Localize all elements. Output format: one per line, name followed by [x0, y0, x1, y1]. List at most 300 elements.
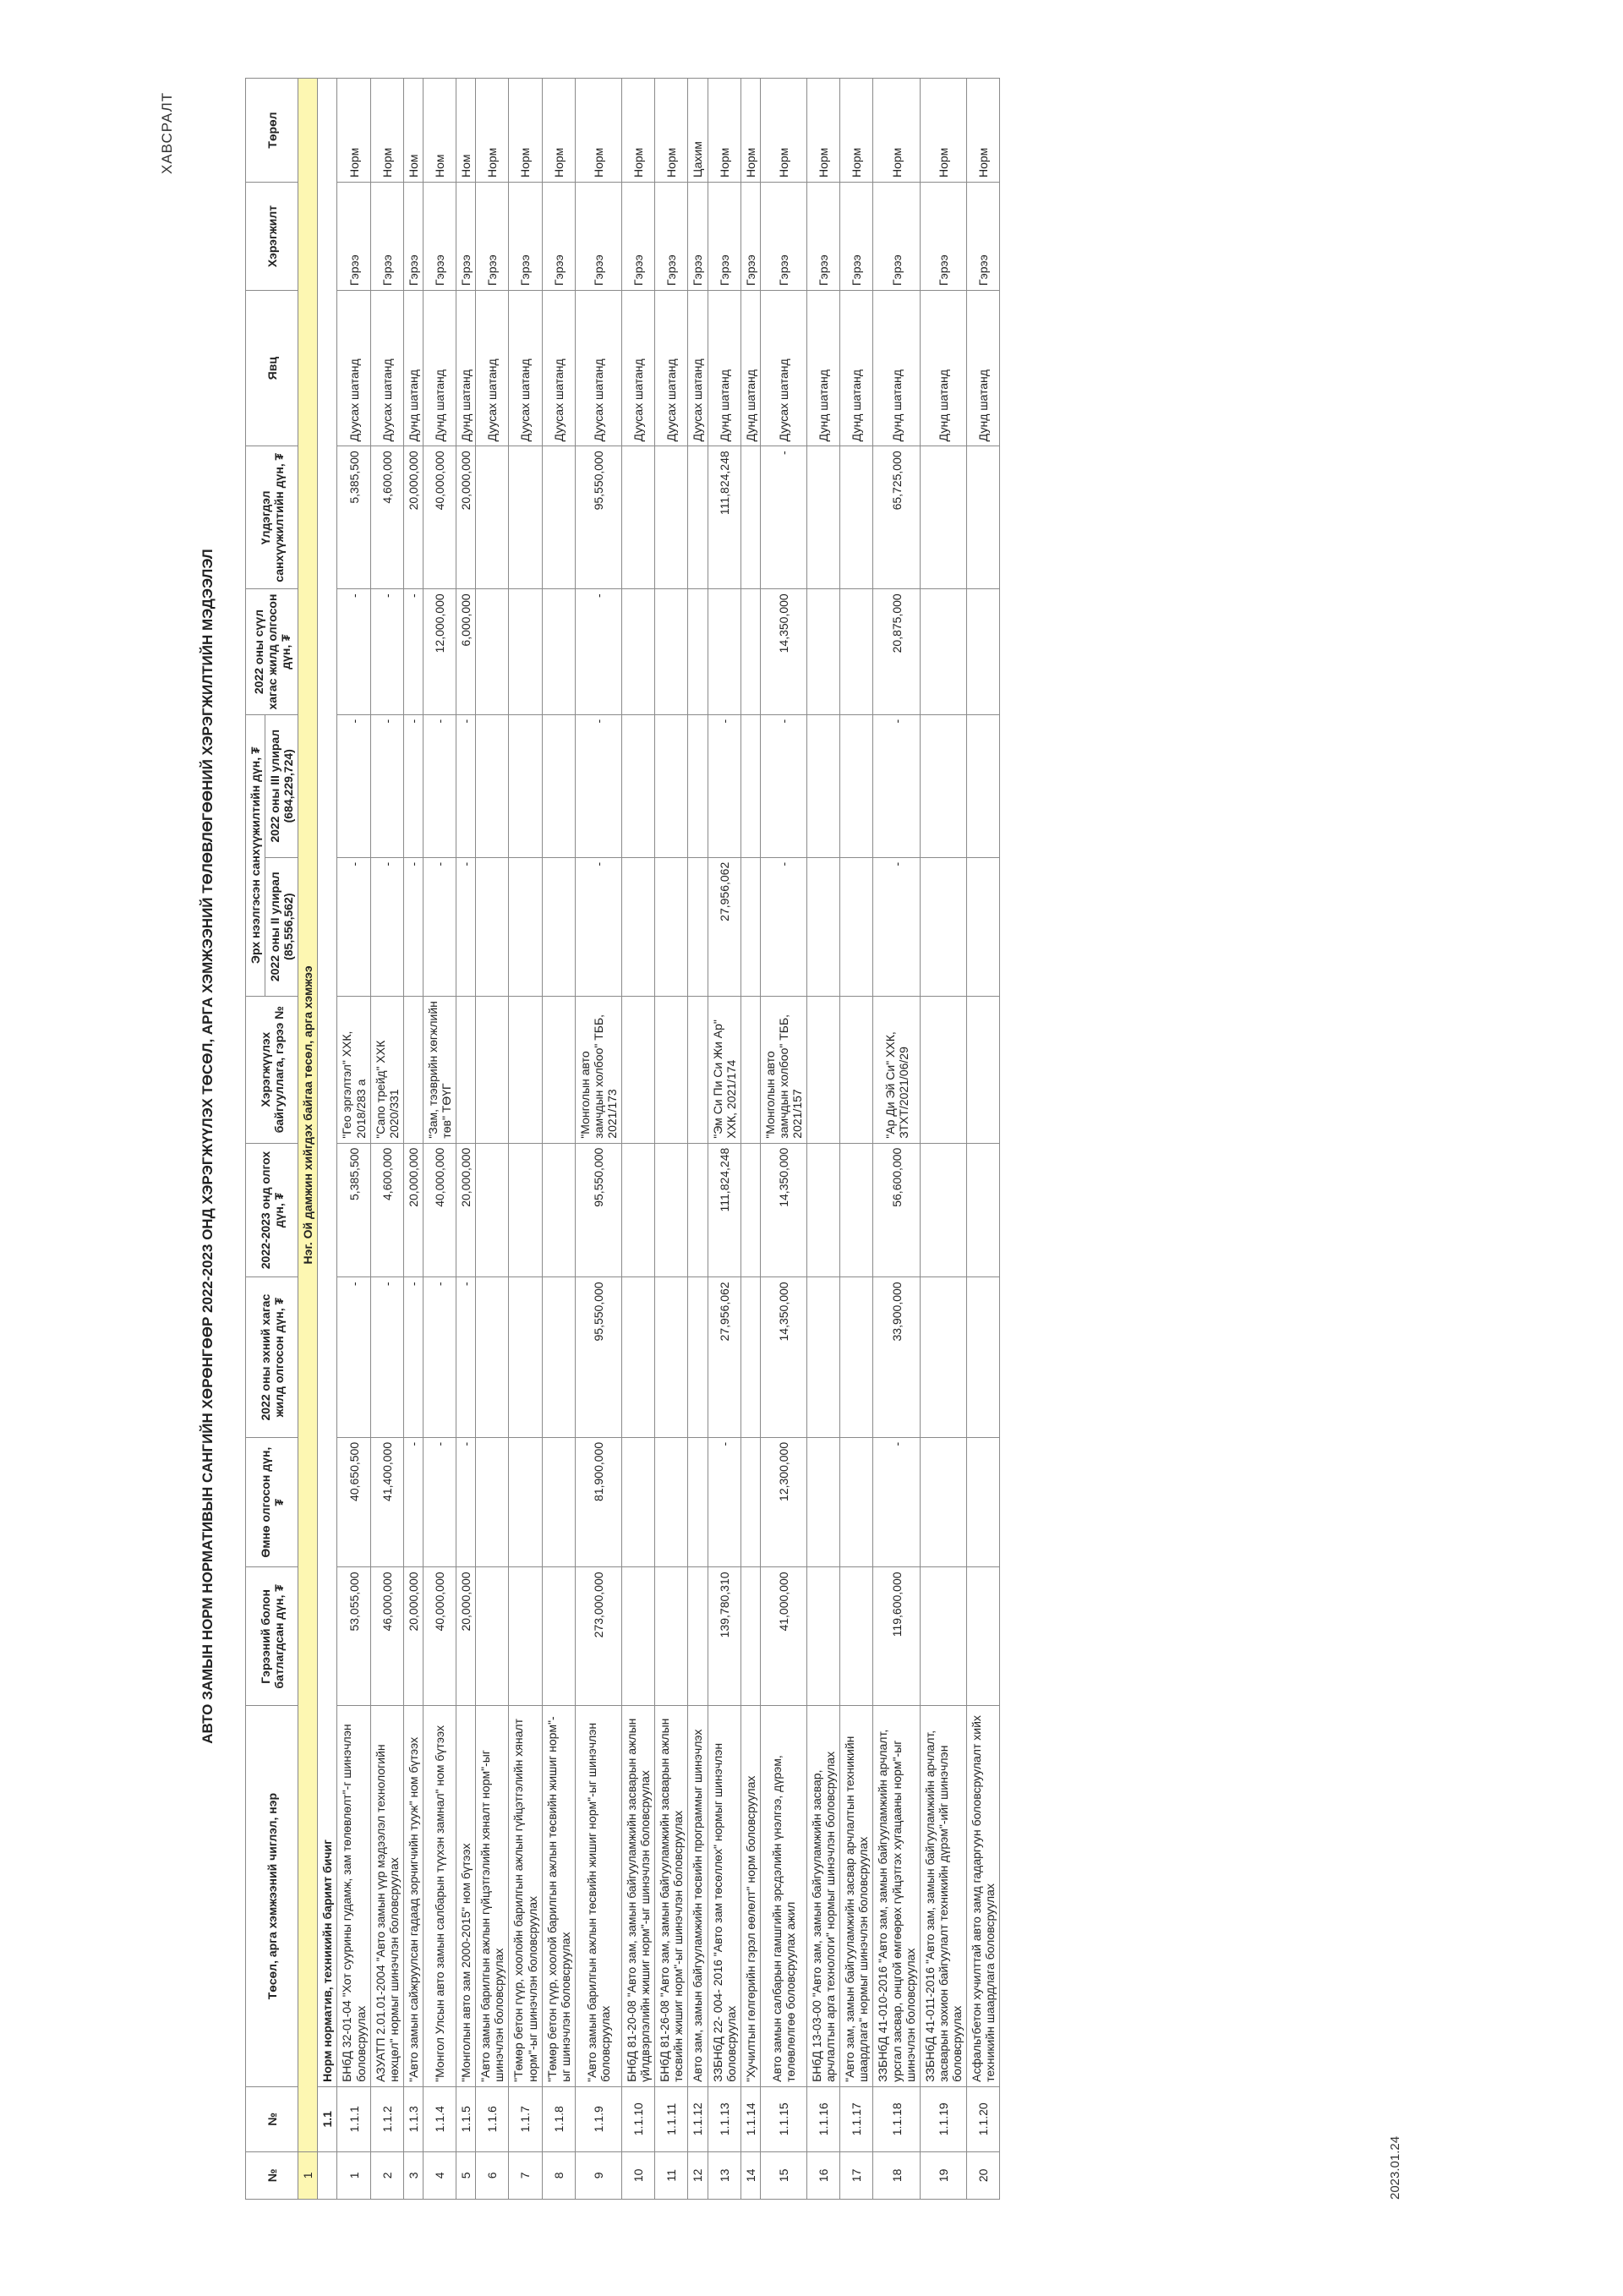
row-implementation: Гэрээ	[575, 183, 621, 291]
row-stage: Дунд шатанд	[920, 291, 966, 446]
row-amount-2022-2023: 40,000,000	[423, 1143, 456, 1277]
row-name: БНбД 32-01-04 "Хот суурины гудамж, зам төлөвлөлт"-г шинэчлэн боловсруулах	[337, 1706, 370, 2087]
row-name: Асфальтбетон хучилттай авто замд гадаргуун боловсруулалт хийх техникийн шаардлага боловсруулах	[967, 1706, 1000, 2087]
row-q3-2022	[807, 714, 840, 857]
row-implementation: Гэрээ	[403, 183, 423, 291]
row-stage: Дуусах шатанд	[575, 291, 621, 446]
table-row	[688, 79, 708, 2200]
col-no: №	[246, 2151, 298, 2199]
row-previous-paid: -	[873, 1437, 920, 1567]
row-implementation: Гэрээ	[655, 183, 688, 291]
row-q2-2022	[509, 857, 542, 996]
table-row	[740, 79, 760, 2200]
row-implementation: Гэрээ	[476, 183, 509, 291]
row-implementation: Гэрээ	[760, 183, 806, 291]
col-financing-group: Эрх нээлгэсэн санхүүжилтийн дүн, ₮	[246, 714, 265, 996]
row-paid-2022-h2: -	[370, 589, 403, 714]
attachment-label: ХАВСРАЛТ	[159, 91, 175, 174]
col-contract-amount: Гэрээний болон батлагдсан дүн, ₮	[246, 1567, 298, 1706]
row-no: 19	[920, 2151, 966, 2199]
row-q2-2022	[622, 857, 655, 996]
row-code: 1.1.1	[337, 2086, 370, 2151]
row-contract-amount: 119,600,000	[873, 1567, 920, 1706]
row-q2-2022	[740, 857, 760, 996]
row-previous-paid: 12,300,000	[760, 1437, 806, 1567]
row-stage: Дунд шатанд	[967, 291, 1000, 446]
row-contractor	[655, 996, 688, 1143]
row-q2-2022: -	[456, 857, 476, 996]
row-amount-2022-2023: 111,824,248	[708, 1143, 740, 1277]
row-stage: Дунд шатанд	[807, 291, 840, 446]
row-q3-2022: -	[456, 714, 476, 857]
row-stage: Дунд шатанд	[873, 291, 920, 446]
row-type: Норм	[873, 79, 920, 183]
row-q2-2022	[840, 857, 873, 996]
table-row	[423, 79, 456, 2200]
row-paid-2022: 14,350,000	[760, 1277, 806, 1437]
row-stage: Дуусах шатанд	[337, 291, 370, 446]
table-row	[708, 79, 740, 2200]
row-contractor	[688, 996, 708, 1143]
row-code: 1.1.18	[873, 2086, 920, 2151]
col-implementation: Хэрэгжилт	[246, 183, 298, 291]
row-stage: Дунд шатанд	[740, 291, 760, 446]
row-name: ЗЗБНбД 41-011-2016 "Авто зам, замын байгууламжийн арчлалт, засварын зохион байгуулалт техникийн дүрэм"-ийг шинэчлэн боловсруулах	[920, 1706, 966, 2087]
row-paid-2022	[622, 1277, 655, 1437]
row-q2-2022	[920, 857, 966, 996]
row-implementation: Гэрээ	[370, 183, 403, 291]
row-paid-2022-h2	[708, 589, 740, 714]
row-previous-paid: 41,400,000	[370, 1437, 403, 1567]
col-name: Төсөл, арга хэмжээний чиглэл, нэр	[246, 1706, 298, 2087]
row-remaining: 95,550,000	[575, 446, 621, 589]
row-paid-2022: -	[370, 1277, 403, 1437]
row-previous-paid	[655, 1437, 688, 1567]
table-row	[920, 79, 966, 2200]
row-paid-2022-h2: 20,875,000	[873, 589, 920, 714]
row-contract-amount: 53,055,000	[337, 1567, 370, 1706]
row-name: БНбД 81-20-08 "Авто зам, замын байгууламжийн засварын ажлын үйлдвэрлэлийн жишиг норм"-ыг шинэчлэн боловсруулах	[622, 1706, 655, 2087]
row-no: 3	[403, 2151, 423, 2199]
row-no: 8	[542, 2151, 575, 2199]
row-amount-2022-2023: 14,350,000	[760, 1143, 806, 1277]
row-contract-amount: 40,000,000	[423, 1567, 456, 1706]
row-no: 4	[423, 2151, 456, 2199]
row-stage: Дуусах шатанд	[476, 291, 509, 446]
table-row	[476, 79, 509, 2200]
row-previous-paid	[740, 1437, 760, 1567]
row-q3-2022: -	[708, 714, 740, 857]
row-remaining: 5,385,500	[337, 446, 370, 589]
row-contract-amount: 20,000,000	[456, 1567, 476, 1706]
row-paid-2022	[542, 1277, 575, 1437]
row-implementation: Гэрээ	[456, 183, 476, 291]
row-code: 1.1.13	[708, 2086, 740, 2151]
row-type: Норм	[370, 79, 403, 183]
col-contractor: Хэрэгжүүлэх байгууллага, гэрээ №	[246, 996, 298, 1143]
row-paid-2022-h2	[655, 589, 688, 714]
row-remaining: 40,000,000	[423, 446, 456, 589]
header-row-1	[246, 79, 265, 2200]
row-contractor	[476, 996, 509, 1143]
row-code: 1.1.2	[370, 2086, 403, 2151]
row-name: ЗЗБНбД 22- 004- 2016 "Авто зам төсөллөх" нормыг шинэчлэн боловсруулах	[708, 1706, 740, 2087]
row-q3-2022: -	[575, 714, 621, 857]
implementation-table	[245, 78, 1000, 2200]
row-remaining	[807, 446, 840, 589]
row-paid-2022	[509, 1277, 542, 1437]
row-amount-2022-2023	[542, 1143, 575, 1277]
col-code: №	[246, 2086, 298, 2151]
row-q3-2022	[542, 714, 575, 857]
row-code: 1.1.20	[967, 2086, 1000, 2151]
row-amount-2022-2023	[476, 1143, 509, 1277]
row-previous-paid	[542, 1437, 575, 1567]
subsection-spacer	[318, 2151, 337, 2199]
row-name: "Төмөр бетон гүүр, хоолойн барилгын ажлын гүйцэтгэлийн хяналт норм"-ыг шинэчлэн боловсруулах	[509, 1706, 542, 2087]
row-code: 1.1.6	[476, 2086, 509, 2151]
row-contractor	[456, 996, 476, 1143]
row-contractor: "Ар Ди Эй Си" ХХК, ЗТХТ/2021/06/29	[873, 996, 920, 1143]
row-remaining	[740, 446, 760, 589]
row-no: 12	[688, 2151, 708, 2199]
row-code: 1.1.7	[509, 2086, 542, 2151]
row-previous-paid	[622, 1437, 655, 1567]
row-q2-2022	[476, 857, 509, 996]
row-paid-2022	[688, 1277, 708, 1437]
row-amount-2022-2023	[655, 1143, 688, 1277]
row-type: Норм	[760, 79, 806, 183]
row-previous-paid	[476, 1437, 509, 1567]
row-q2-2022: -	[370, 857, 403, 996]
col-paid-2022: 2022 оны эхний хагас жилд олгосон дүн, ₮	[246, 1277, 298, 1437]
row-q3-2022: -	[403, 714, 423, 857]
row-q3-2022	[840, 714, 873, 857]
row-paid-2022: -	[337, 1277, 370, 1437]
row-amount-2022-2023	[740, 1143, 760, 1277]
row-contract-amount	[920, 1567, 966, 1706]
row-remaining: 65,725,000	[873, 446, 920, 589]
row-implementation: Гэрээ	[337, 183, 370, 291]
row-previous-paid	[807, 1437, 840, 1567]
row-amount-2022-2023: 95,550,000	[575, 1143, 621, 1277]
row-contractor	[807, 996, 840, 1143]
row-contract-amount	[807, 1567, 840, 1706]
row-remaining	[920, 446, 966, 589]
row-amount-2022-2023: 20,000,000	[403, 1143, 423, 1277]
row-contract-amount	[655, 1567, 688, 1706]
table-row	[509, 79, 542, 2200]
row-code: 1.1.14	[740, 2086, 760, 2151]
row-contract-amount	[622, 1567, 655, 1706]
row-previous-paid	[688, 1437, 708, 1567]
row-type: Норм	[575, 79, 621, 183]
row-previous-paid: 40,650,500	[337, 1437, 370, 1567]
table-row	[807, 79, 840, 2200]
subsection-row	[318, 79, 337, 2200]
row-type: Норм	[740, 79, 760, 183]
row-q2-2022: -	[423, 857, 456, 996]
row-remaining: 20,000,000	[456, 446, 476, 589]
row-q2-2022: -	[403, 857, 423, 996]
row-q2-2022	[688, 857, 708, 996]
row-name: "Монголын авто зам 2000-2015" ном бүтээх	[456, 1706, 476, 2087]
row-contractor: "Зам, тээврийн хөгжлийн төв" ТӨҮГ	[423, 996, 456, 1143]
row-remaining: -	[760, 446, 806, 589]
row-paid-2022-h2	[542, 589, 575, 714]
row-code: 1.1.17	[840, 2086, 873, 2151]
row-contractor: "Гео эргэлтэл" ХХК, 2018/283 а	[337, 996, 370, 1143]
row-paid-2022: -	[403, 1277, 423, 1437]
row-remaining	[622, 446, 655, 589]
table-row	[456, 79, 476, 2200]
row-amount-2022-2023: 56,600,000	[873, 1143, 920, 1277]
row-remaining	[476, 446, 509, 589]
row-paid-2022-h2	[840, 589, 873, 714]
row-implementation: Гэрээ	[622, 183, 655, 291]
subsection-code: 1.1	[318, 2086, 337, 2151]
row-name: "Авто замын барилгын ажлын гүйцэтгэлийн хяналт норм"-ыг шинэчлэн боловсруулах	[476, 1706, 509, 2087]
row-no: 6	[476, 2151, 509, 2199]
row-implementation: Гэрээ	[840, 183, 873, 291]
row-contractor	[542, 996, 575, 1143]
row-no: 13	[708, 2151, 740, 2199]
row-code: 1.1.11	[655, 2086, 688, 2151]
row-amount-2022-2023: 4,600,000	[370, 1143, 403, 1277]
row-remaining	[840, 446, 873, 589]
row-remaining: 20,000,000	[403, 446, 423, 589]
row-contract-amount	[740, 1567, 760, 1706]
row-amount-2022-2023	[967, 1143, 1000, 1277]
row-paid-2022-h2	[740, 589, 760, 714]
col-q3-2022: 2022 оны III улирал (684,229,724)	[265, 714, 298, 857]
row-q3-2022	[920, 714, 966, 857]
row-implementation: Гэрээ	[708, 183, 740, 291]
row-paid-2022-h2	[920, 589, 966, 714]
row-paid-2022-h2	[476, 589, 509, 714]
row-name: БНбД 13-03-00 "Авто зам, замын байгууламжийн засвар, арчлалтын арга технологи" нормыг шинэчлэн боловсруулах	[807, 1706, 840, 2087]
row-implementation: Гэрээ	[423, 183, 456, 291]
row-paid-2022-h2	[622, 589, 655, 714]
row-paid-2022: 95,550,000	[575, 1277, 621, 1437]
row-amount-2022-2023	[807, 1143, 840, 1277]
row-type: Норм	[337, 79, 370, 183]
row-previous-paid	[509, 1437, 542, 1567]
row-code: 1.1.16	[807, 2086, 840, 2151]
table-row	[967, 79, 1000, 2200]
row-previous-paid	[967, 1437, 1000, 1567]
row-type: Цахим	[688, 79, 708, 183]
row-paid-2022	[655, 1277, 688, 1437]
row-remaining	[509, 446, 542, 589]
table-row	[873, 79, 920, 2200]
row-paid-2022-h2: 14,350,000	[760, 589, 806, 714]
row-stage: Дуусах шатанд	[542, 291, 575, 446]
row-no: 16	[807, 2151, 840, 2199]
row-contractor: "Монголын авто замчдын холбоо" ТББ, 2021/173	[575, 996, 621, 1143]
row-paid-2022: 27,956,062	[708, 1277, 740, 1437]
row-remaining	[688, 446, 708, 589]
row-paid-2022	[967, 1277, 1000, 1437]
row-q2-2022: -	[575, 857, 621, 996]
row-paid-2022-h2	[509, 589, 542, 714]
row-type: Норм	[476, 79, 509, 183]
table-row	[575, 79, 621, 2200]
row-paid-2022-h2: 12,000,000	[423, 589, 456, 714]
row-paid-2022-h2: -	[403, 589, 423, 714]
row-q3-2022	[476, 714, 509, 857]
row-q3-2022	[967, 714, 1000, 857]
row-implementation: Гэрээ	[807, 183, 840, 291]
row-remaining: 4,600,000	[370, 446, 403, 589]
row-q3-2022	[509, 714, 542, 857]
row-type: Норм	[807, 79, 840, 183]
row-type: Норм	[542, 79, 575, 183]
row-amount-2022-2023	[509, 1143, 542, 1277]
row-contractor	[920, 996, 966, 1143]
table-row	[370, 79, 403, 2200]
row-paid-2022	[920, 1277, 966, 1437]
row-q2-2022	[967, 857, 1000, 996]
row-name: Авто замын салбарын гамшгийн эрсдэлийн үнэлгээ, дүрэм, төлөвлөлгөө боловсруулах ажил	[760, 1706, 806, 2087]
row-code: 1.1.3	[403, 2086, 423, 2151]
row-stage: Дунд шатанд	[403, 291, 423, 446]
row-type: Ном	[423, 79, 456, 183]
row-no: 11	[655, 2151, 688, 2199]
row-name: БНбД 81-26-08 "Авто зам, замын байгууламжийн засварын ажлын төсвийн жишиг норм"-ыг шинэчлэн боловсруулах	[655, 1706, 688, 2087]
subsection-label: Норм норматив, техникийн баримт бичиг	[318, 79, 337, 2087]
row-stage: Дунд шатанд	[456, 291, 476, 446]
row-contract-amount: 41,000,000	[760, 1567, 806, 1706]
row-q3-2022	[740, 714, 760, 857]
row-q3-2022: -	[370, 714, 403, 857]
row-previous-paid: -	[708, 1437, 740, 1567]
row-type: Норм	[967, 79, 1000, 183]
row-previous-paid	[840, 1437, 873, 1567]
row-paid-2022-h2	[967, 589, 1000, 714]
row-paid-2022-h2	[807, 589, 840, 714]
row-paid-2022	[476, 1277, 509, 1437]
row-implementation: Гэрээ	[688, 183, 708, 291]
row-amount-2022-2023	[920, 1143, 966, 1277]
row-amount-2022-2023	[840, 1143, 873, 1277]
row-remaining	[542, 446, 575, 589]
table-row	[840, 79, 873, 2200]
row-stage: Дуусах шатанд	[655, 291, 688, 446]
row-name: "Авто замын сайжруулсан гадаад зорчигчийн тууж" ном бүтээх	[403, 1706, 423, 2087]
row-paid-2022: -	[423, 1277, 456, 1437]
row-contractor	[509, 996, 542, 1143]
row-previous-paid: -	[456, 1437, 476, 1567]
row-q2-2022: -	[337, 857, 370, 996]
row-type: Норм	[509, 79, 542, 183]
row-type: Норм	[840, 79, 873, 183]
row-name: АЗУАТП 2.01.01-2004 "Авто замын үүр мэдээлэл технологийн нөхцөл" нормыг шинэчлэн боловсруулах	[370, 1706, 403, 2087]
table-row	[337, 79, 370, 2200]
row-type: Норм	[655, 79, 688, 183]
row-q3-2022: -	[423, 714, 456, 857]
row-q2-2022: 27,956,062	[708, 857, 740, 996]
row-stage: Дуусах шатанд	[760, 291, 806, 446]
row-q3-2022	[688, 714, 708, 857]
row-code: 1.1.5	[456, 2086, 476, 2151]
row-contractor	[840, 996, 873, 1143]
row-name: "Авто зам, замын байгууламжийн засвар арчлалтын техникийн шаардлага" нормыг шинэчлэн боловсруулах	[840, 1706, 873, 2087]
row-implementation: Гэрээ	[740, 183, 760, 291]
row-no: 1	[337, 2151, 370, 2199]
row-remaining	[655, 446, 688, 589]
row-q2-2022: -	[760, 857, 806, 996]
table-row	[622, 79, 655, 2200]
row-q3-2022: -	[760, 714, 806, 857]
row-name: "Монгол Улсын авто замын салбарын түүхэн замнал" ном бүтээх	[423, 1706, 456, 2087]
row-stage: Дунд шатанд	[423, 291, 456, 446]
row-no: 15	[760, 2151, 806, 2199]
row-paid-2022: -	[456, 1277, 476, 1437]
row-paid-2022-h2: -	[337, 589, 370, 714]
row-no: 5	[456, 2151, 476, 2199]
row-contractor: "Эм Си Пи Си Жи Ар" ХХК, 2021/174	[708, 996, 740, 1143]
row-contract-amount: 273,000,000	[575, 1567, 621, 1706]
row-remaining	[967, 446, 1000, 589]
row-stage: Дуусах шатанд	[622, 291, 655, 446]
row-amount-2022-2023: 20,000,000	[456, 1143, 476, 1277]
row-code: 1.1.4	[423, 2086, 456, 2151]
table-row	[403, 79, 423, 2200]
row-implementation: Гэрээ	[542, 183, 575, 291]
col-amount-2022-2023: 2022-2023 онд олгох дүн, ₮	[246, 1143, 298, 1277]
row-type: Ном	[456, 79, 476, 183]
row-paid-2022-h2	[688, 589, 708, 714]
row-amount-2022-2023: 5,385,500	[337, 1143, 370, 1277]
row-stage: Дунд шатанд	[708, 291, 740, 446]
section-row	[298, 79, 318, 2200]
row-q3-2022: -	[873, 714, 920, 857]
row-contract-amount	[542, 1567, 575, 1706]
row-q2-2022	[807, 857, 840, 996]
row-contract-amount: 46,000,000	[370, 1567, 403, 1706]
row-name: ЗЗБНбД 41-010-2016 "Авто зам, замын байгууламжийн арчлалт, урсгал засвар, онцгой өмгөөрөх гүйцэтгэх хугацааны норм"-ыг шинэчлэн боловсруулах	[873, 1706, 920, 2087]
row-contractor	[740, 996, 760, 1143]
row-contract-amount	[967, 1567, 1000, 1706]
row-no: 10	[622, 2151, 655, 2199]
row-code: 1.1.8	[542, 2086, 575, 2151]
row-no: 17	[840, 2151, 873, 2199]
row-code: 1.1.10	[622, 2086, 655, 2151]
row-contractor	[967, 996, 1000, 1143]
row-implementation: Гэрээ	[967, 183, 1000, 291]
row-code: 1.1.19	[920, 2086, 966, 2151]
row-implementation: Гэрээ	[509, 183, 542, 291]
row-stage: Дунд шатанд	[840, 291, 873, 446]
document-date: 2023.01.24	[1388, 2135, 1402, 2200]
row-stage: Дуусах шатанд	[688, 291, 708, 446]
row-previous-paid: -	[423, 1437, 456, 1567]
row-name: "Төмөр бетон гүүр, хоолой барилгын ажлын төсвийн жишиг норм"-ыг шинэчлэн боловсруулах	[542, 1706, 575, 2087]
row-paid-2022-h2: -	[575, 589, 621, 714]
row-q2-2022	[542, 857, 575, 996]
row-implementation: Гэрээ	[920, 183, 966, 291]
row-stage: Дуусах шатанд	[370, 291, 403, 446]
row-no: 14	[740, 2151, 760, 2199]
row-contract-amount	[509, 1567, 542, 1706]
col-stage: Явц	[246, 291, 298, 446]
row-amount-2022-2023	[622, 1143, 655, 1277]
row-paid-2022	[840, 1277, 873, 1437]
row-name: Авто зам, замын байгууламжийн төсвийн программыг шинэчлэх	[688, 1706, 708, 2087]
row-no: 9	[575, 2151, 621, 2199]
row-q2-2022: -	[873, 857, 920, 996]
